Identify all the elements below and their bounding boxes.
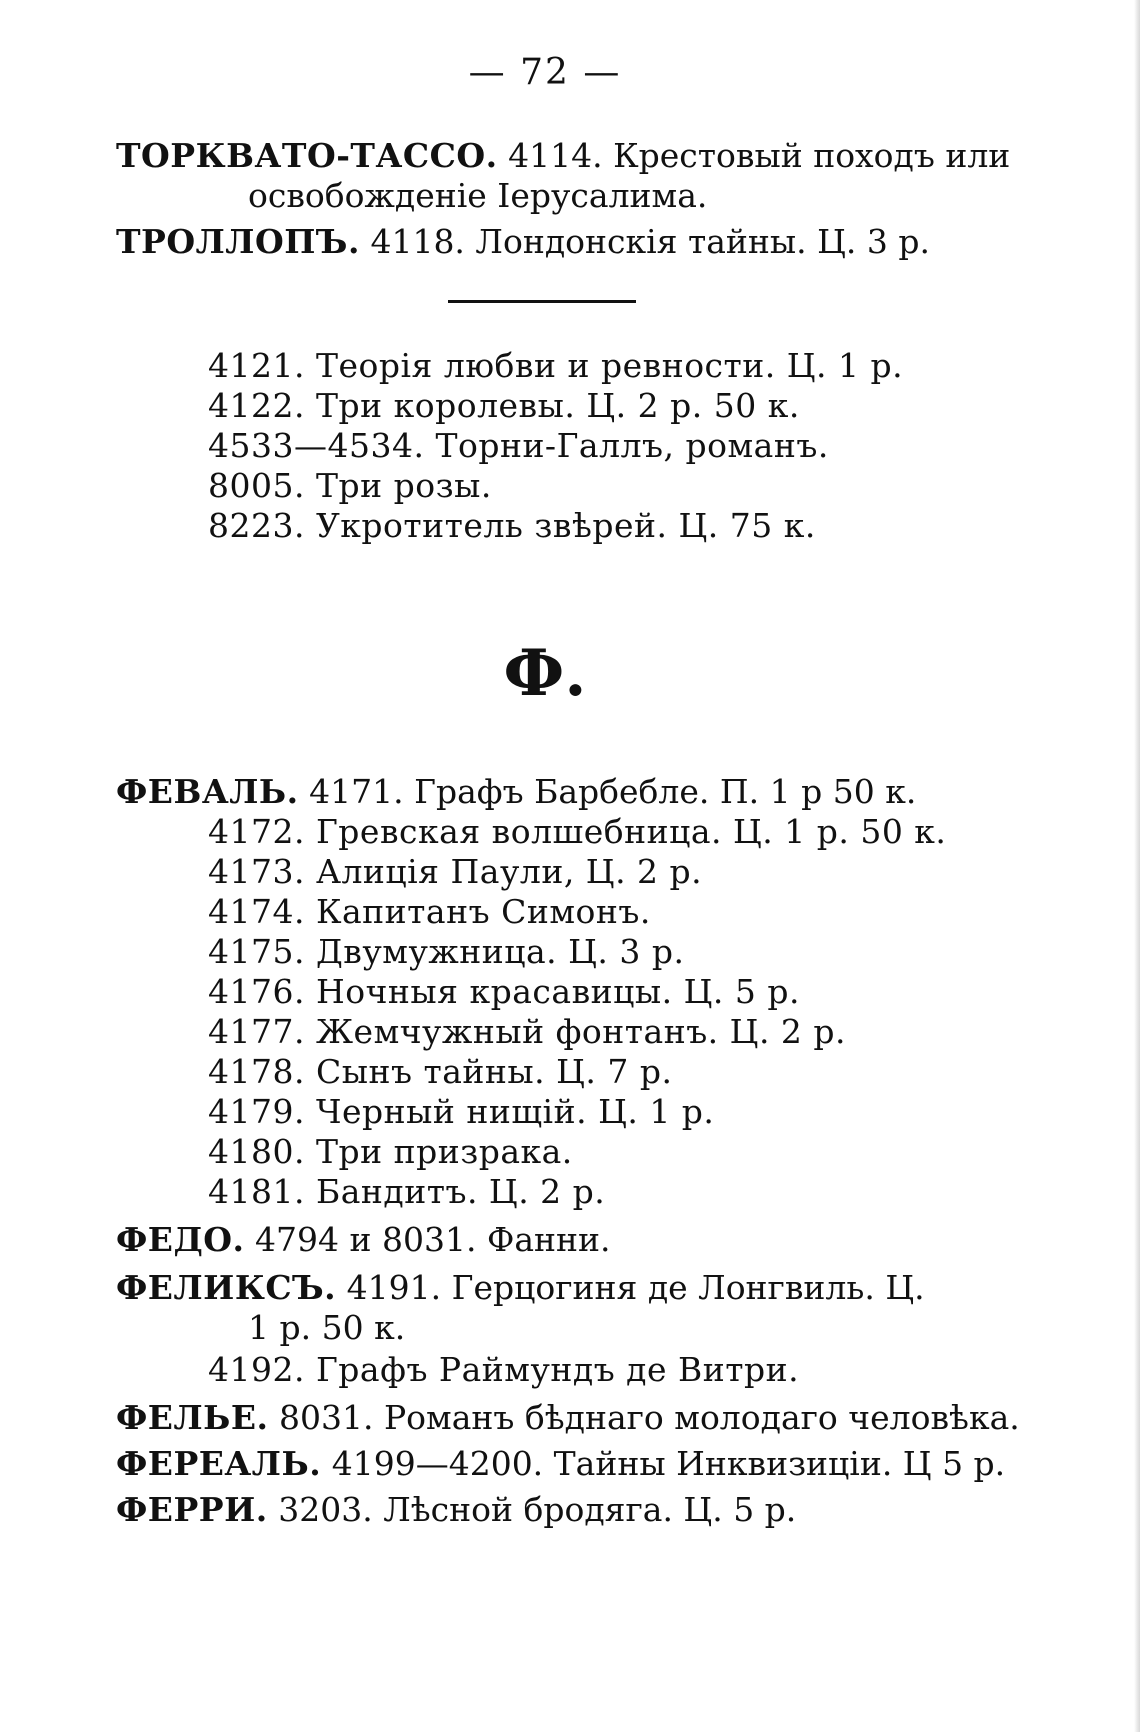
catalog-entry [116, 1220, 986, 1260]
catalog-entry [116, 222, 986, 262]
catalog-item: 4181. Бандитъ. Ц. 2 р. [208, 1172, 606, 1211]
entry-text: 4794 и 8031. Фанни. [255, 1220, 611, 1259]
entry-text: 3203. Лѣсной бродяга. Ц. 5 р. [278, 1490, 797, 1529]
catalog-item: 4179. Черный нищій. Ц. 1 р. [208, 1092, 715, 1131]
author-name: ТОРКВАТО-ТАССО. [116, 136, 498, 175]
author-name: ФЕРРИ. [116, 1490, 268, 1529]
author-name: ТРОЛЛОПЪ. [116, 222, 360, 261]
catalog-item: 4121. Теорія любви и ревности. Ц. 1 р. [208, 346, 904, 385]
catalog-item: 4174. Капитанъ Симонъ. [208, 892, 651, 931]
catalog-item: 4178. Сынъ тайны. Ц. 7 р. [208, 1052, 673, 1091]
page-edge-shadow [1134, 0, 1140, 1732]
page-number: — 72 — [468, 52, 622, 93]
catalog-item: 8223. Укротитель звѣрей. Ц. 75 к. [208, 506, 816, 545]
catalog-item: 4122. Три королевы. Ц. 2 р. 50 к. [208, 386, 800, 425]
catalog-entry [116, 136, 1011, 176]
catalog-item: 4175. Двумужница. Ц. 3 р. [208, 932, 685, 971]
catalog-item: 4176. Ночныя красавицы. Ц. 5 р. [208, 972, 800, 1011]
section-divider [448, 300, 636, 303]
entry-text: 4199—4200. Тайны Инквизиціи. Ц 5 р. [331, 1444, 1006, 1483]
author-name: ФЕЛИКСЪ. [116, 1268, 337, 1307]
entry-text: 8031. Романъ бѣднаго молодаго человѣка. [279, 1398, 1020, 1437]
author-name: ФЕВАЛЬ. [116, 772, 299, 811]
section-letter: Ф. [503, 636, 587, 711]
entry-text: 4171. Графъ Барбебле. П. 1 р 50 к. [309, 772, 917, 811]
author-name: ФЕДО. [116, 1220, 245, 1259]
catalog-item: 4192. Графъ Раймундъ де Витри. [208, 1350, 800, 1389]
catalog-item: 4172. Гревская волшебница. Ц. 1 р. 50 к. [208, 812, 947, 851]
catalog-entry [116, 1268, 986, 1308]
author-name: ФЕРЕАЛЬ. [116, 1444, 322, 1483]
catalog-item: 8005. Три розы. [208, 466, 492, 505]
catalog-entry [116, 1444, 1006, 1484]
author-name: ФЕЛЬЕ. [116, 1398, 269, 1437]
entry-continuation: 1 р. 50 к. [248, 1308, 406, 1347]
catalog-entry [116, 1398, 1020, 1438]
catalog-item: 4173. Алиція Паули, Ц. 2 р. [208, 852, 703, 891]
entry-continuation: освобожденіе Іерусалима. [248, 176, 708, 215]
catalog-item: 4177. Жемчужный фонтанъ. Ц. 2 р. [208, 1012, 847, 1051]
entry-text: 4114. Крестовый походъ или [508, 136, 1011, 175]
catalog-item: 4180. Три призрака. [208, 1132, 573, 1171]
catalog-item: 4533—4534. Торни-Галлъ, романъ. [208, 426, 829, 465]
catalog-entry [116, 1490, 986, 1530]
entry-text: 4118. Лондонскія тайны. Ц. 3 р. [370, 222, 930, 261]
entry-text: 4191. Герцогиня де Лонгвиль. Ц. [346, 1268, 925, 1307]
catalog-entry [116, 772, 986, 812]
